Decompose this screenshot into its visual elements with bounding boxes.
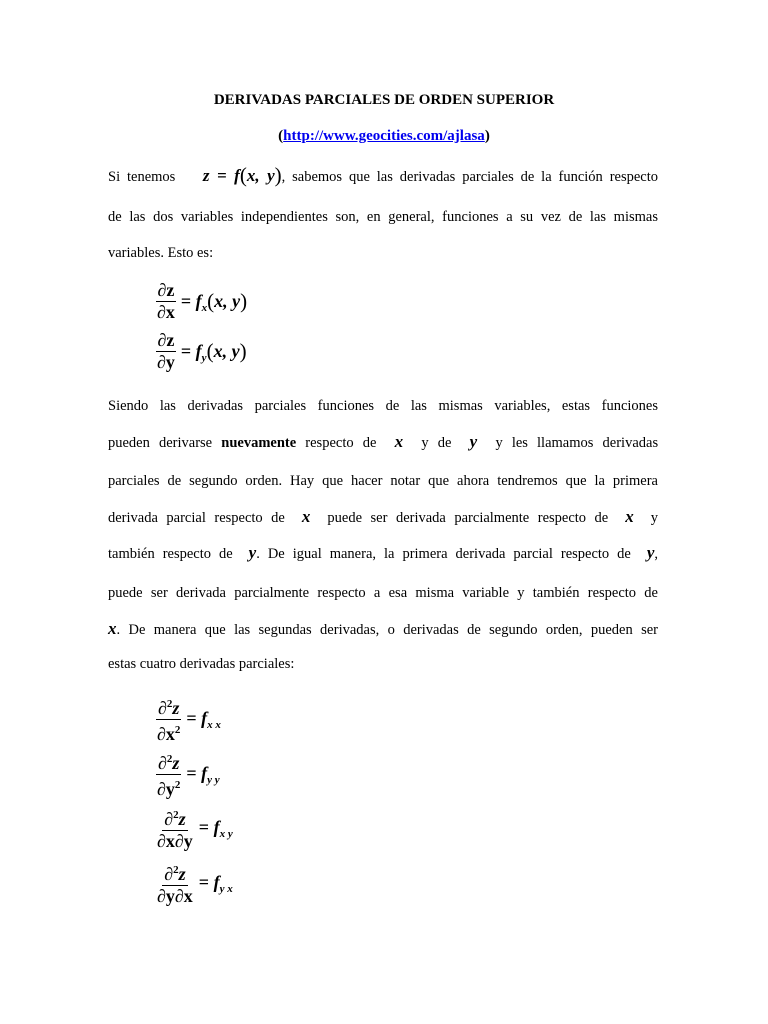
intro-text: , sabemos que las derivadas parciales de la función respecto bbox=[281, 169, 658, 185]
intro-line-1 bbox=[108, 165, 658, 187]
intro-line-2: de las dos variables independientes son, en general, funciones a su vez de las mismas bbox=[108, 209, 658, 225]
fraction bbox=[155, 694, 182, 745]
body-line-2: pueden derivarse nuevamente respecto de x y de y y les llamamos derivadas bbox=[108, 432, 659, 451]
equation-fxx bbox=[155, 694, 221, 745]
body-line-7: x. De manera que las segundas derivadas, o derivadas de segundo orden, pueden ser bbox=[108, 619, 658, 638]
denominator: ∂x∂y bbox=[157, 831, 193, 851]
rhs: = $f_y(x$, y) bbox=[180, 339, 247, 364]
numerator: ∂z bbox=[157, 330, 175, 350]
intro-line-3: variables. Esto es: bbox=[108, 245, 214, 261]
denominator: ∂y bbox=[157, 352, 175, 372]
denominator: $\partial x^2$ bbox=[157, 724, 181, 744]
source-link[interactable]: http://www.geocities.com/ajlasa bbox=[283, 128, 485, 144]
fraction bbox=[155, 805, 195, 852]
body-line-1: Siendo las derivadas parciales funciones de las mismas variables, estas funciones bbox=[108, 398, 658, 414]
body-line-4: derivada parcial respecto de x puede ser derivada parcialmente respecto de x y bbox=[108, 507, 659, 526]
url-open-paren: ( bbox=[278, 128, 284, 144]
numerator: ∂$^2$z bbox=[162, 860, 187, 886]
body-line-8: estas cuatro derivadas parciales: bbox=[108, 656, 295, 672]
equation-fyy bbox=[155, 749, 220, 800]
rhs: = $f_{y x}$ bbox=[198, 872, 233, 895]
numerator: ∂z bbox=[157, 280, 175, 300]
url-close-paren: ) bbox=[484, 128, 490, 144]
body-line-6: puede ser derivada parcialmente respecto a esa misma variable y también respecto de bbox=[108, 585, 658, 601]
fraction bbox=[155, 280, 177, 323]
body-line-5: también respecto de y. De igual manera, la primera derivada parcial respecto de y, bbox=[108, 543, 659, 562]
equation-fyx bbox=[155, 860, 233, 907]
denominator: ∂y∂x bbox=[157, 886, 193, 906]
denominator: $\partial y^2$ bbox=[157, 779, 181, 799]
rhs: = $f_{x y}$ bbox=[198, 817, 233, 840]
document-title: DERIVADAS PARCIALES DE ORDEN SUPERIOR bbox=[213, 92, 555, 108]
fraction bbox=[155, 860, 195, 907]
source-url-line bbox=[0, 128, 768, 145]
rhs: = $f_x(x$, y) bbox=[180, 289, 248, 314]
equation-dz-dx bbox=[155, 280, 247, 323]
intro-text: Si tenemos bbox=[108, 169, 176, 185]
numerator: ∂$^2$z bbox=[162, 805, 187, 831]
equation-fxy bbox=[155, 805, 233, 852]
body-line-3: parciales de segundo orden. Hay que hacer notar que ahora tendremos que la primera bbox=[108, 473, 658, 489]
denominator: ∂x bbox=[157, 302, 175, 322]
equation-dz-dy bbox=[155, 330, 247, 373]
rhs: = $f_{y y}$ bbox=[186, 763, 220, 786]
fraction bbox=[155, 330, 177, 373]
numerator: ∂$^2$z bbox=[156, 749, 181, 775]
function-expression: z = f(x, y) bbox=[202, 163, 282, 187]
fraction bbox=[155, 749, 182, 800]
numerator: ∂$^2$z bbox=[156, 694, 181, 720]
rhs: = $f_{x x}$ bbox=[186, 708, 221, 731]
